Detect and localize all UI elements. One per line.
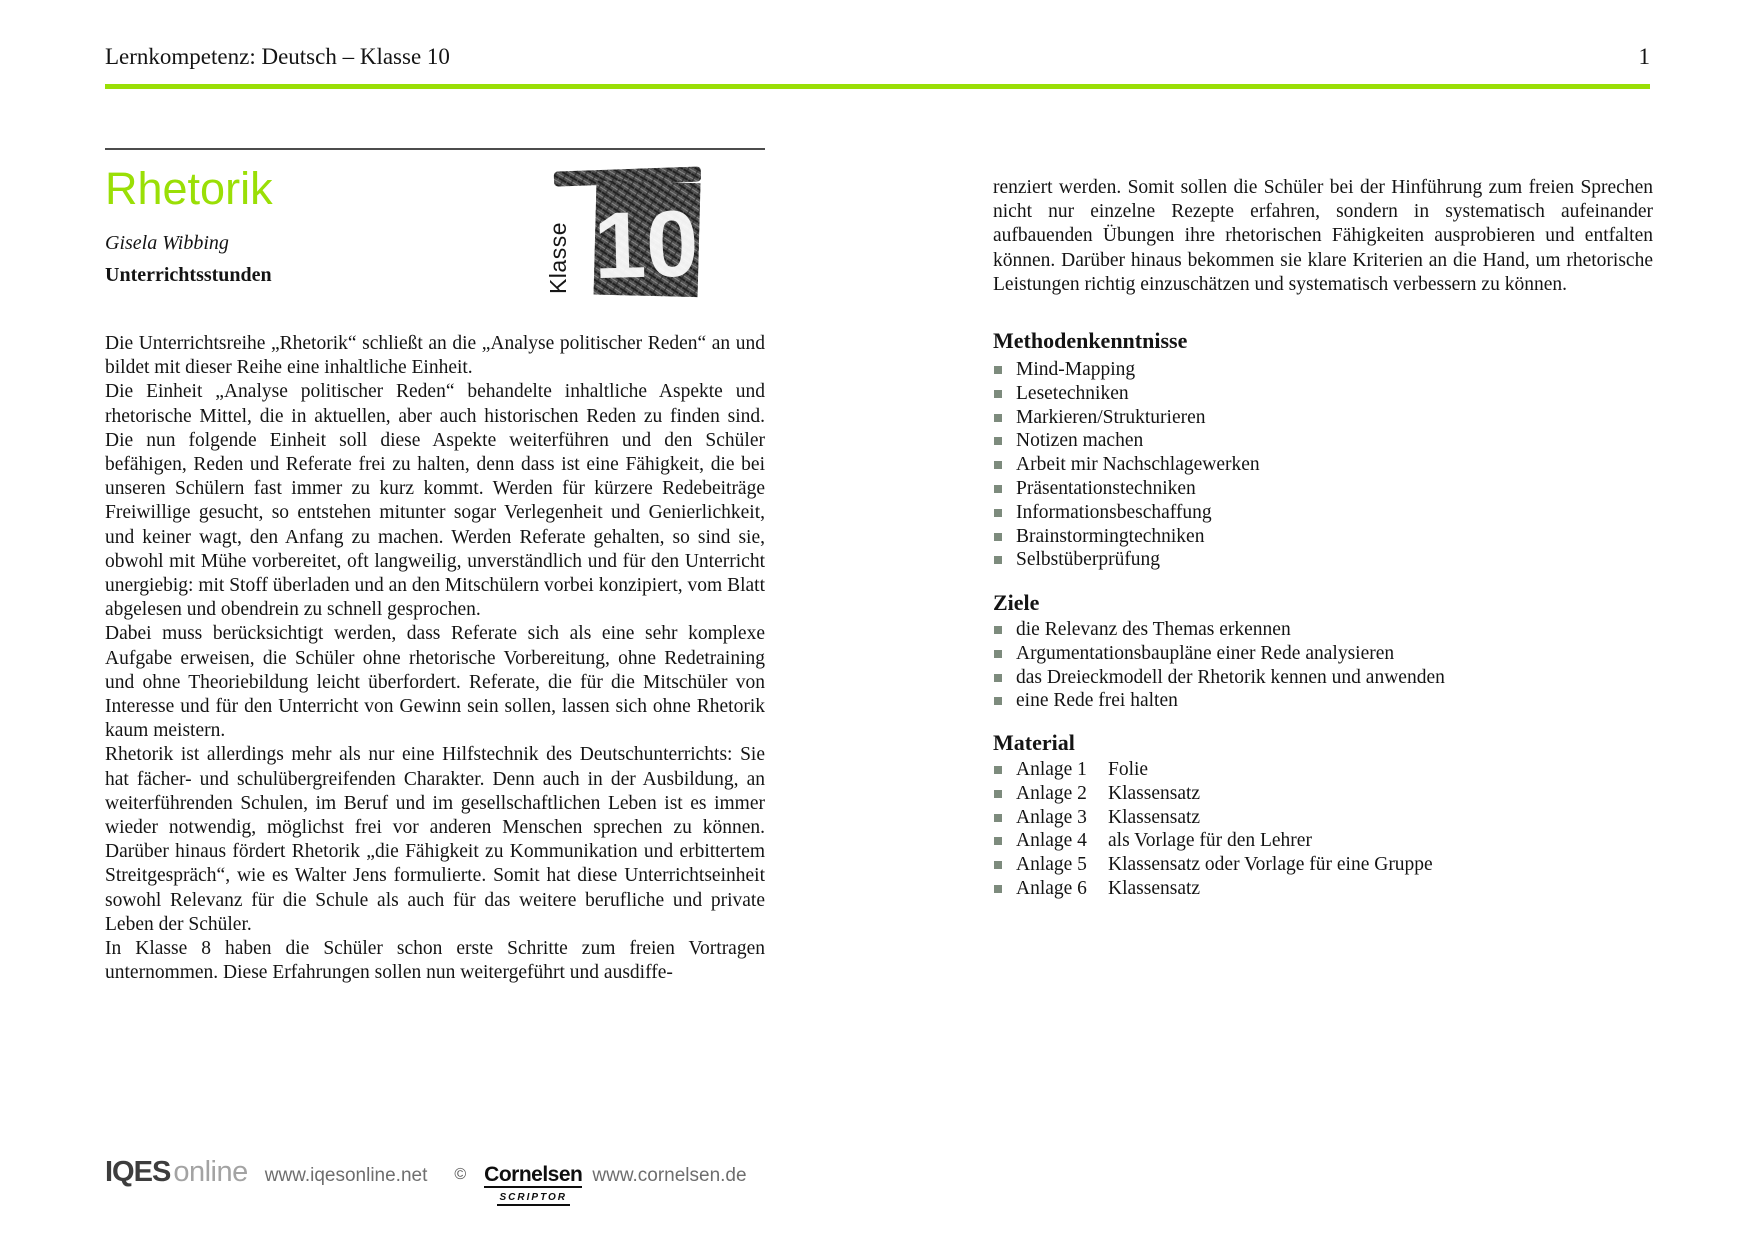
badge-sketch-icon: [553, 162, 703, 304]
list-item-label: Argumentationsbaupläne einer Rede analysieren: [1016, 642, 1395, 664]
list-item-label: Notizen machen: [1016, 430, 1144, 452]
list-item-label: Präsentationstechniken: [1016, 477, 1196, 499]
list-item-label: Informationsbeschaffung: [1016, 501, 1212, 523]
copyright-symbol: ©: [454, 1166, 467, 1183]
iqes-url: www.iqesonline.net: [264, 1165, 428, 1186]
section-heading-material: Material: [993, 730, 1075, 755]
material-list: [993, 758, 1433, 901]
iqes-logo-suffix: online: [173, 1156, 248, 1188]
list-item: [993, 666, 1445, 690]
bullet-square-icon: [994, 861, 1002, 869]
article-subtitle: Unterrichtsstunden: [105, 264, 272, 286]
badge-side-label: Klasse: [545, 222, 571, 295]
bullet-square-icon: [994, 366, 1002, 374]
list-item-label: Brainstormingtechniken: [1016, 525, 1205, 547]
section-heading-ziele: Ziele: [993, 590, 1040, 615]
bullet-square-icon: [994, 674, 1002, 682]
list-item: [993, 642, 1445, 666]
material-row: [993, 877, 1433, 901]
bullet-square-icon: [994, 837, 1002, 845]
list-item-label: eine Rede frei halten: [1016, 690, 1178, 712]
title-rule: [105, 148, 765, 150]
article-body: [105, 332, 765, 985]
bullet-square-icon: [994, 533, 1002, 541]
material-value: Klassensatz oder Vorlage für eine Gruppe: [1108, 854, 1433, 876]
running-head-title: Lernkompetenz: Deutsch – Klasse 10: [105, 44, 450, 69]
list-item: [993, 477, 1260, 501]
bullet-square-icon: [994, 509, 1002, 517]
bullet-square-icon: [994, 885, 1002, 893]
material-label: Anlage 3: [1016, 806, 1087, 828]
bullet-square-icon: [994, 461, 1002, 469]
bullet-square-icon: [994, 390, 1002, 398]
paragraph: In Klasse 8 haben die Schüler schon erste Schritte zum freien Vortragen unternommen. Diese Erfahrungen sollen nun weitergeführt und ausdiffe-: [105, 938, 765, 984]
material-row: [993, 853, 1433, 877]
material-label: Anlage 5: [1016, 854, 1087, 876]
material-value: Klassensatz: [1108, 782, 1201, 804]
paragraph: Rhetorik ist allerdings mehr als nur eine Hilfstechnik des Deutschunterrichts: Sie hat fächer- und schulübergreifenden Charakter. Denn auch in der Ausbildung, an weiterführenden Schulen, im Beruf und im gesellschaftlichen Leben ist es immer wieder notwendig, möglichst frei vor anderen Menschen sprechen zu können. Darüber hinaus fördert Rhetorik „die Fähigkeit zu Kommunikation und erbittertem Streitgespräch“, wie es Walter Jens formulierte. Somit hat diese Unterrichtseinheit sowohl Relevanz für die Schule als auch für das weitere berufliche und private Leben der Schüler.: [105, 744, 765, 935]
cornelsen-logo-scriptor: SCRIPTOR: [497, 1192, 571, 1206]
bullet-square-icon: [994, 485, 1002, 493]
material-label: Anlage 4: [1016, 830, 1087, 852]
svg-text:10: 10: [592, 190, 700, 299]
material-row: [993, 782, 1433, 806]
list-item-label: Selbstüberprüfung: [1016, 549, 1161, 571]
list-item: [993, 689, 1445, 713]
material-value: als Vorlage für den Lehrer: [1108, 830, 1312, 852]
material-value: Folie: [1108, 759, 1149, 780]
list-item-label: die Relevanz des Themas erkennen: [1016, 619, 1291, 640]
list-item-label: Arbeit mir Nachschlagewerken: [1016, 454, 1260, 476]
bullet-square-icon: [994, 650, 1002, 658]
material-value: Klassensatz: [1108, 806, 1201, 828]
list-item: [993, 382, 1260, 406]
list-item: [993, 501, 1260, 525]
paragraph: Dabei muss berücksichtigt werden, dass Referate sich als eine sehr komplexe Aufgabe erweisen, die Schüler ohne rhetorische Vorbereitung, ohne Redetraining und ohne Theoriebildung leicht überfordert. Referate, die für die Mitschüler von Interesse und für den Unterricht von Gewinn sein sollen, lassen sich ohne Rhetorik kaum meistern.: [105, 623, 765, 742]
bullet-square-icon: [994, 697, 1002, 705]
left-column: [105, 140, 765, 1040]
list-item-label: Mind-Mapping: [1016, 359, 1136, 380]
material-label: Anlage 6: [1016, 877, 1087, 899]
bullet-square-icon: [994, 766, 1002, 774]
material-label: Anlage 1: [1016, 759, 1087, 780]
page-number: 1: [1638, 44, 1650, 69]
cornelsen-logo-name: Cornelsen: [484, 1163, 583, 1186]
material-row: [993, 758, 1433, 782]
bullet-square-icon: [994, 437, 1002, 445]
list-item: [993, 453, 1260, 477]
article-title: Rhetorik: [105, 163, 273, 214]
paragraph: Die Unterrichtsreihe „Rhetorik“ schließt an die „Analyse politischer Reden“ an und bildet mit dieser Reihe eine inhaltliche Einheit.: [105, 333, 765, 379]
bullet-square-icon: [994, 414, 1002, 422]
goals-list: [993, 618, 1445, 713]
list-item: [993, 429, 1260, 453]
list-item-label: Lesetechniken: [1016, 382, 1129, 404]
list-item-label: das Dreieckmodell der Rhetorik kennen und anwenden: [1016, 666, 1445, 688]
list-item: [993, 406, 1260, 430]
material-value: Klassensatz: [1108, 877, 1201, 899]
section-heading-methodenkenntnisse: Methodenkenntnisse: [993, 328, 1188, 353]
cornelsen-logo: [484, 1164, 582, 1206]
cornelsen-url: www.cornelsen.de: [592, 1165, 747, 1186]
list-item-label: Markieren/Strukturieren: [1016, 406, 1206, 428]
material-row: [993, 829, 1433, 853]
bullet-square-icon: [994, 790, 1002, 798]
material-label: Anlage 2: [1016, 782, 1087, 804]
iqes-logo: IQES: [105, 1156, 171, 1188]
material-row: [993, 806, 1433, 830]
paragraph: renziert werden. Somit sollen die Schüler bei der Hinführung zum freien Sprechen nicht nur einzelne Rezepte erfahren, sondern in systematisch aufeinander aufbauenden Übungen ihre rhetorischen Fähigkeiten ausprobieren und entfalten können. Darüber hinaus bekommen sie klare Kriterien an die Hand, um rhetorische Leistungen richtig einzuschätzen und systematisch verbessern zu können.: [993, 177, 1653, 295]
paragraph: Die Einheit „Analyse politischer Reden“ behandelte inhaltliche Aspekte und rhetorische Mittel, die in aktuellen, aber auch historischen Reden zu finden sind. Die nun folgende Einheit soll diese Aspekte weiterführen und den Schüler befähigen, Reden und Referate frei zu halten, denn dass ist eine Fähigkeit, die bei unseren Schülern fast immer zu kurz kommt. Werden für kürzere Redebeiträge Freiwillige gesucht, so entstehen mitunter sogar Verlegenheit und Genierlichkeit, und keiner wagt, den Anfang zu machen. Werden Referate gehalten, so sind sie, obwohl mit Mühe vorbereitet, oft langweilig, unverständlich und für den Unterricht unergiebig: mit Stoff überladen und an den Mitschülern vorbei konzipiert, vom Blatt abgelesen und obendrein zu schnell gesprochen.: [105, 381, 765, 621]
list-item: [993, 525, 1260, 549]
klasse-10-badge: [543, 162, 705, 304]
author-name: Gisela Wibbing: [105, 232, 229, 254]
list-item: [993, 548, 1260, 572]
bullet-square-icon: [994, 556, 1002, 564]
right-column: [993, 0, 1653, 1100]
page-footer: [105, 1156, 747, 1206]
list-item: [993, 358, 1260, 382]
bullet-square-icon: [994, 814, 1002, 822]
list-item: [993, 618, 1445, 642]
methods-list: [993, 358, 1260, 572]
bullet-square-icon: [994, 626, 1002, 634]
